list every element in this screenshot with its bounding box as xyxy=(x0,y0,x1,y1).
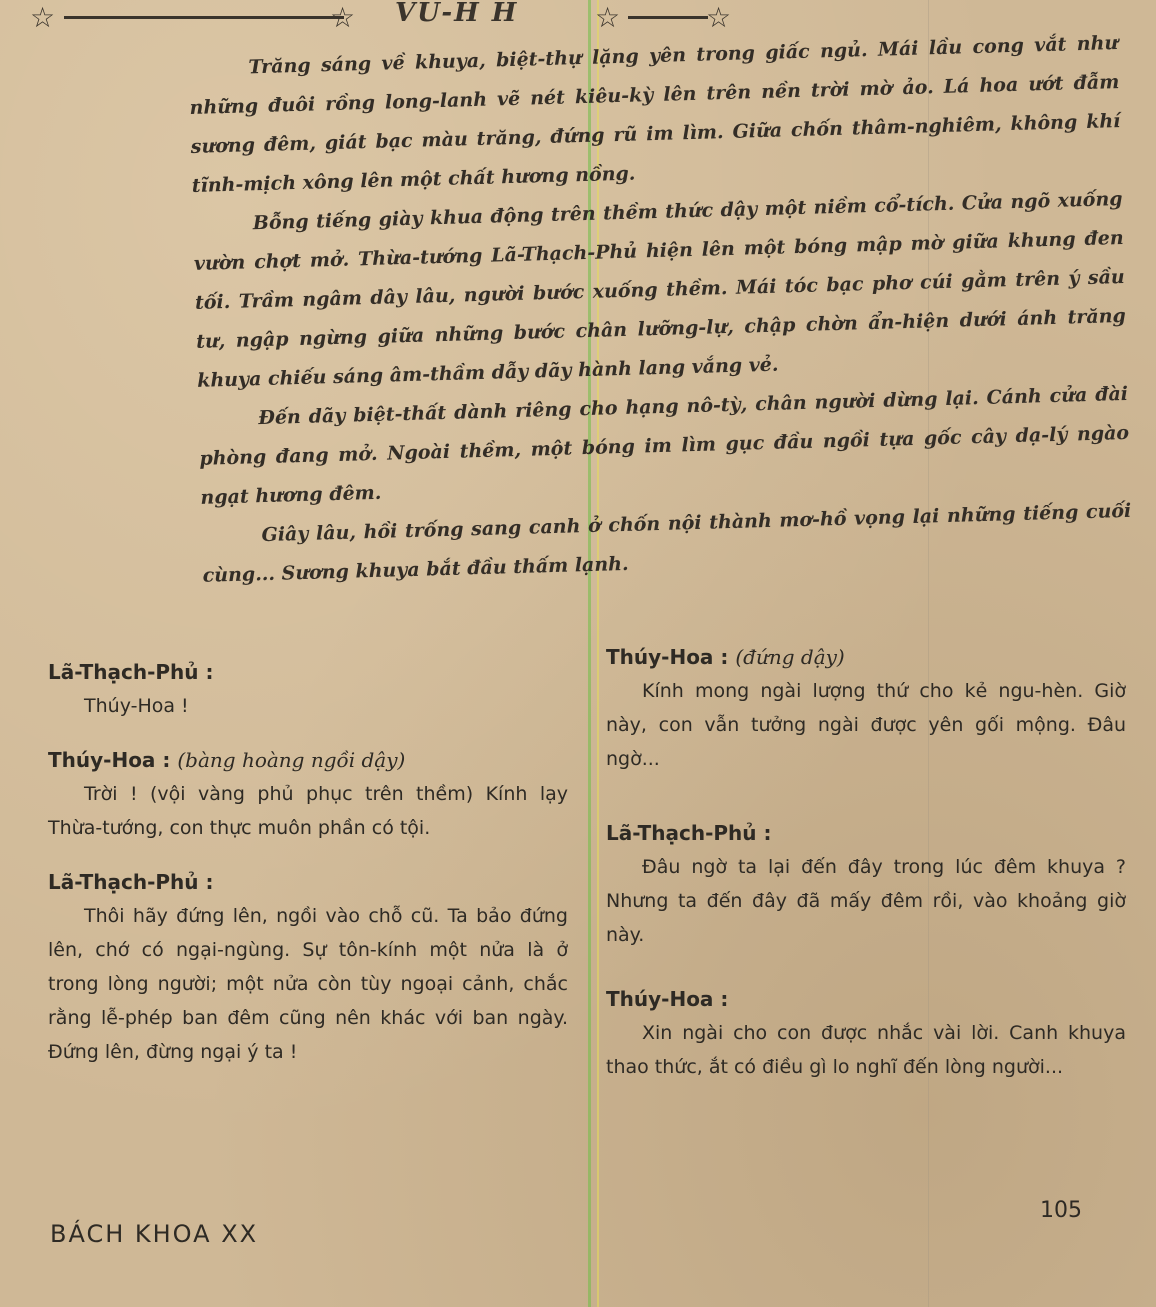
stage-direction: (bàng hoàng ngồi dậy) xyxy=(177,748,406,772)
dialogue-line: Kính mong ngài lượng thứ cho kẻ ngu-hèn. Giờ này, con vẫn tưởng ngài được yên gối mộng. Đâu ngờ... xyxy=(606,680,1126,770)
dialogue-line: Đâu ngờ ta lại đến đây trong lúc đêm khuya ? Nhưng ta đến đây đã mấy đêm rồi, vào khoảng giờ này. xyxy=(606,856,1126,946)
author-name: VU-H H xyxy=(395,0,519,28)
stage-direction: (đứng dậy) xyxy=(735,645,845,669)
speaker-name: Lã-Thạch-Phủ : xyxy=(606,821,772,845)
dialogue-line: Thôi hãy đứng lên, ngồi vào chỗ cũ. Ta bảo đứng lên, chớ có ngại-ngùng. Sự tôn-kính một nửa là ở trong lòng người; một nửa còn tùy ngoại cảnh, chắc rằng lễ-phép ban đêm cũng nên khác với ban ngày. Đứng lên, đừng ngại ý ta ! xyxy=(48,905,568,1063)
prose-paragraph: Đến dãy biệt-thất dành riêng cho hạng nô-tỳ, chân người dừng lại. Cánh cửa đài phòng đang mở. Ngoài thềm, một bóng im lìm gục đầu ngồi tựa gốc cây dạ-lý ngào ngạt hương đêm. xyxy=(199,382,1130,509)
dialogue-line: Trời ! (vội vàng phủ phục trên thềm) Kính lạy Thừa-tướng, con thực muôn phần có tội. xyxy=(48,783,568,839)
page-header xyxy=(30,2,750,38)
speaker-name: Lã-Thạch-Phủ : xyxy=(48,660,214,684)
star-icon: ☆ xyxy=(706,1,732,34)
dialogue-column-right xyxy=(606,640,1126,1084)
page-number: 105 xyxy=(1040,1198,1082,1223)
speaker-name: Thúy-Hoa : (bàng hoàng ngồi dậy) xyxy=(48,748,406,772)
dialogue-line: Thúy-Hoa ! xyxy=(84,695,189,717)
prose-paragraph: Bỗng tiếng giày khua động trên thềm thức dậy một niềm cổ-tích. Cửa ngõ xuống vườn chợt mở. Thừa-tướng Lã-Thạch-Phủ hiện lên một bóng mập mờ giữa khung đen tối. Trầm ngâm dây lâu, người bước xuống thềm. Mái tóc bạc phơ cúi gằm trên ý sầu tư, ngập ngừng giữa những bước chân lưỡng-lự, chập chờn ẩn-hiện dưới ánh trăng khuya chiếu sáng âm-thầm dẫy dãy hành lang vắng vẻ. xyxy=(193,187,1127,392)
star-icon: ☆ xyxy=(330,1,356,34)
star-icon: ☆ xyxy=(595,1,621,34)
narrative-prose xyxy=(188,24,1133,596)
speaker-name: Thúy-Hoa : xyxy=(606,987,729,1011)
prose-paragraph: Trăng sáng về khuya, biệt-thự lặng yên trong giấc ngủ. Mái lầu cong vắt như những đuôi rồng long-lanh vẽ nét kiêu-kỳ lên trên nền trời mờ ảo. Lá hoa ướt đẫm sương đêm, giát bạc màu trăng, đứng rũ im lìm. Giữa chốn thâm-nghiêm, không khí tĩnh-mịch xông lên một chất hương nồng. xyxy=(189,32,1121,197)
star-icon: ☆ xyxy=(30,1,56,34)
prose-paragraph: Giây lâu, hồi trống sang canh ở chốn nội thành mơ-hồ vọng lại những tiếng cuối cùng... Sương khuya bắt đầu thấm lạnh. xyxy=(202,499,1132,587)
speaker-name: Thúy-Hoa : (đứng dậy) xyxy=(606,645,845,669)
magazine-title: BÁCH KHOA XX xyxy=(50,1220,259,1248)
header-rule-left xyxy=(64,16,344,19)
dialogue-line: Xin ngài cho con được nhắc vài lời. Canh khuya thao thức, ắt có điều gì lo nghĩ đến lòng người... xyxy=(606,1022,1126,1078)
header-rule-right xyxy=(628,16,708,19)
dialogue-column-left xyxy=(48,655,568,1069)
speaker-name: Lã-Thạch-Phủ : xyxy=(48,870,214,894)
